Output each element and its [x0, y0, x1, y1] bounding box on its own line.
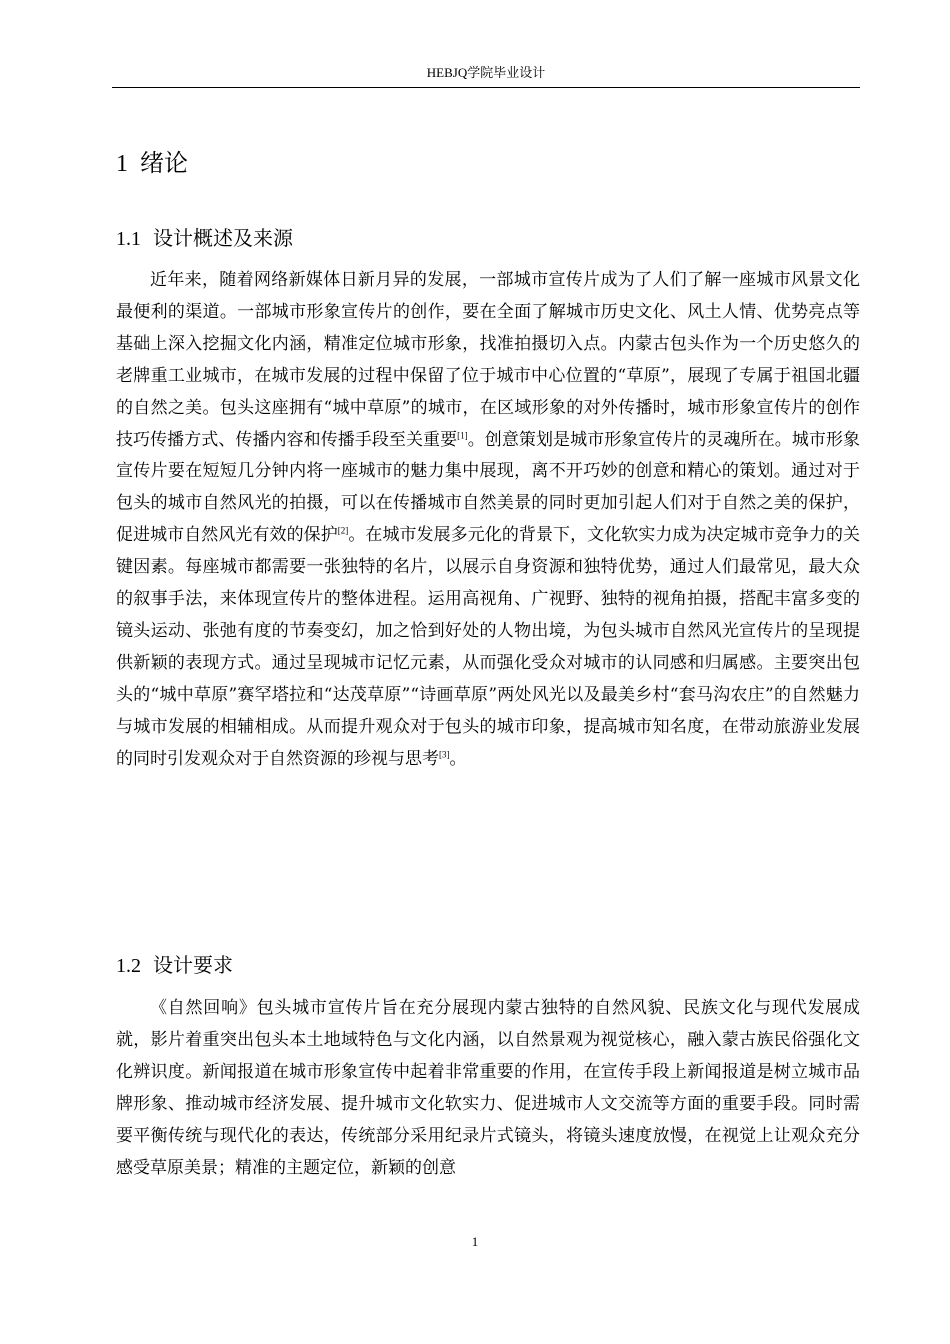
section-1-1-paragraph — [116, 265, 860, 776]
chapter-number: 1 — [116, 151, 128, 177]
running-header: HEBJQ学院毕业设计 — [426, 65, 546, 80]
section-1-2-paragraph — [116, 993, 860, 1217]
citation-3[interactable]: [3] — [439, 748, 450, 759]
paragraph-text: 。 — [449, 748, 467, 769]
citation-2[interactable]: [2] — [337, 525, 349, 536]
section-title-1-2 — [116, 950, 233, 981]
header-rule — [112, 87, 860, 88]
section-number: 1.2 — [116, 955, 141, 977]
section-number: 1.1 — [116, 228, 141, 250]
section-title-1-1 — [116, 223, 293, 254]
paragraph-text: 。创意策划是城市形象宣传片的灵魂所在。城市形象宣传片要在短短几分钟内将一座城市的魅力集中展现，离不开巧妙的创意和精心的策划。通过对于包头的城市自然风光的拍摄，可以在传播城市自然美景的同时更加引起人们对于自然之美的保护，促进城市自然风光有效的保护 — [116, 429, 860, 546]
section-title-text: 设计要求 — [153, 953, 233, 977]
page-number: 1 — [471, 1234, 479, 1249]
chapter-title — [116, 146, 188, 181]
chapter-title-text: 绪论 — [140, 149, 188, 177]
paragraph-text: 。在城市发展多元化的背景下，文化软实力成为决定城市竞争力的关键因素。每座城市都需要一张独特的名片，以展示自身资源和独特优势，通过人们最常见，最大众的叙事手法，来体现宣传片的整体进程。运用高视角、广视野、独特的视角拍摄，搭配丰富多变的镜头运动、张弛有度的节奏变幻，加之恰到好处的人物出境，为包头城市自然风光宣传片的呈现提供新颖的表现方式。通过呈现城市记忆元素，从而强化受众对城市的认同感和归属感。主要突出包头的“城中草原”赛罕塔拉和“达茂草原”“诗画草原”两处风光以及最美乡村“套马沟农庄”的自然魅力与城市发展的相辅相成。从而提升观众对于包头的城市印象，提高城市知名度，在带动旅游业发展的同时引发观众对于自然资源的珍视与思考 — [116, 525, 860, 769]
paragraph-text: 《自然回响》包头城市宣传片旨在充分展现内蒙古独特的自然风貌、民族文化与现代发展成就，影片着重突出包头本土地域特色与文化内涵，以自然景观为视觉核心，融入蒙古族民俗强化文化辨识度。新闻报道在城市形象宣传中起着非常重要的作用，在宣传手段上新闻报道是树立城市品牌形象、推动城市经济发展、提升城市文化软实力、促进城市人文交流等方面的重要手段。同时需要平衡传统与现代化的表达，传统部分采用纪录片式镜头，将镜头速度放慢，在视觉上让观众充分感受草原美景；精准的主题定位，新颖的创意 — [116, 998, 860, 1178]
paragraph-text: 近年来，随着网络新媒体日新月异的发展，一部城市宣传片成为了人们了解一座城市风景文化最便利的渠道。一部城市形象宣传片的创作，要在全面了解城市历史文化、风土人情、优势亮点等基础上深入挖掘文化内涵，精准定位城市形象，找准拍摄切入点。内蒙古包头作为一个历史悠久的老牌重工业城市，在城市发展的过程中保留了位于城市中心位置的“草原”，展现了专属于祖国北疆的自然之美。包头这座拥有“城中草原”的城市，在区域形象的对外传播时，城市形象宣传片的创作技巧传播方式、传播内容和传播手段至关重要 — [116, 270, 860, 450]
citation-1[interactable]: [1] — [457, 429, 468, 440]
section-title-text: 设计概述及来源 — [153, 226, 293, 250]
